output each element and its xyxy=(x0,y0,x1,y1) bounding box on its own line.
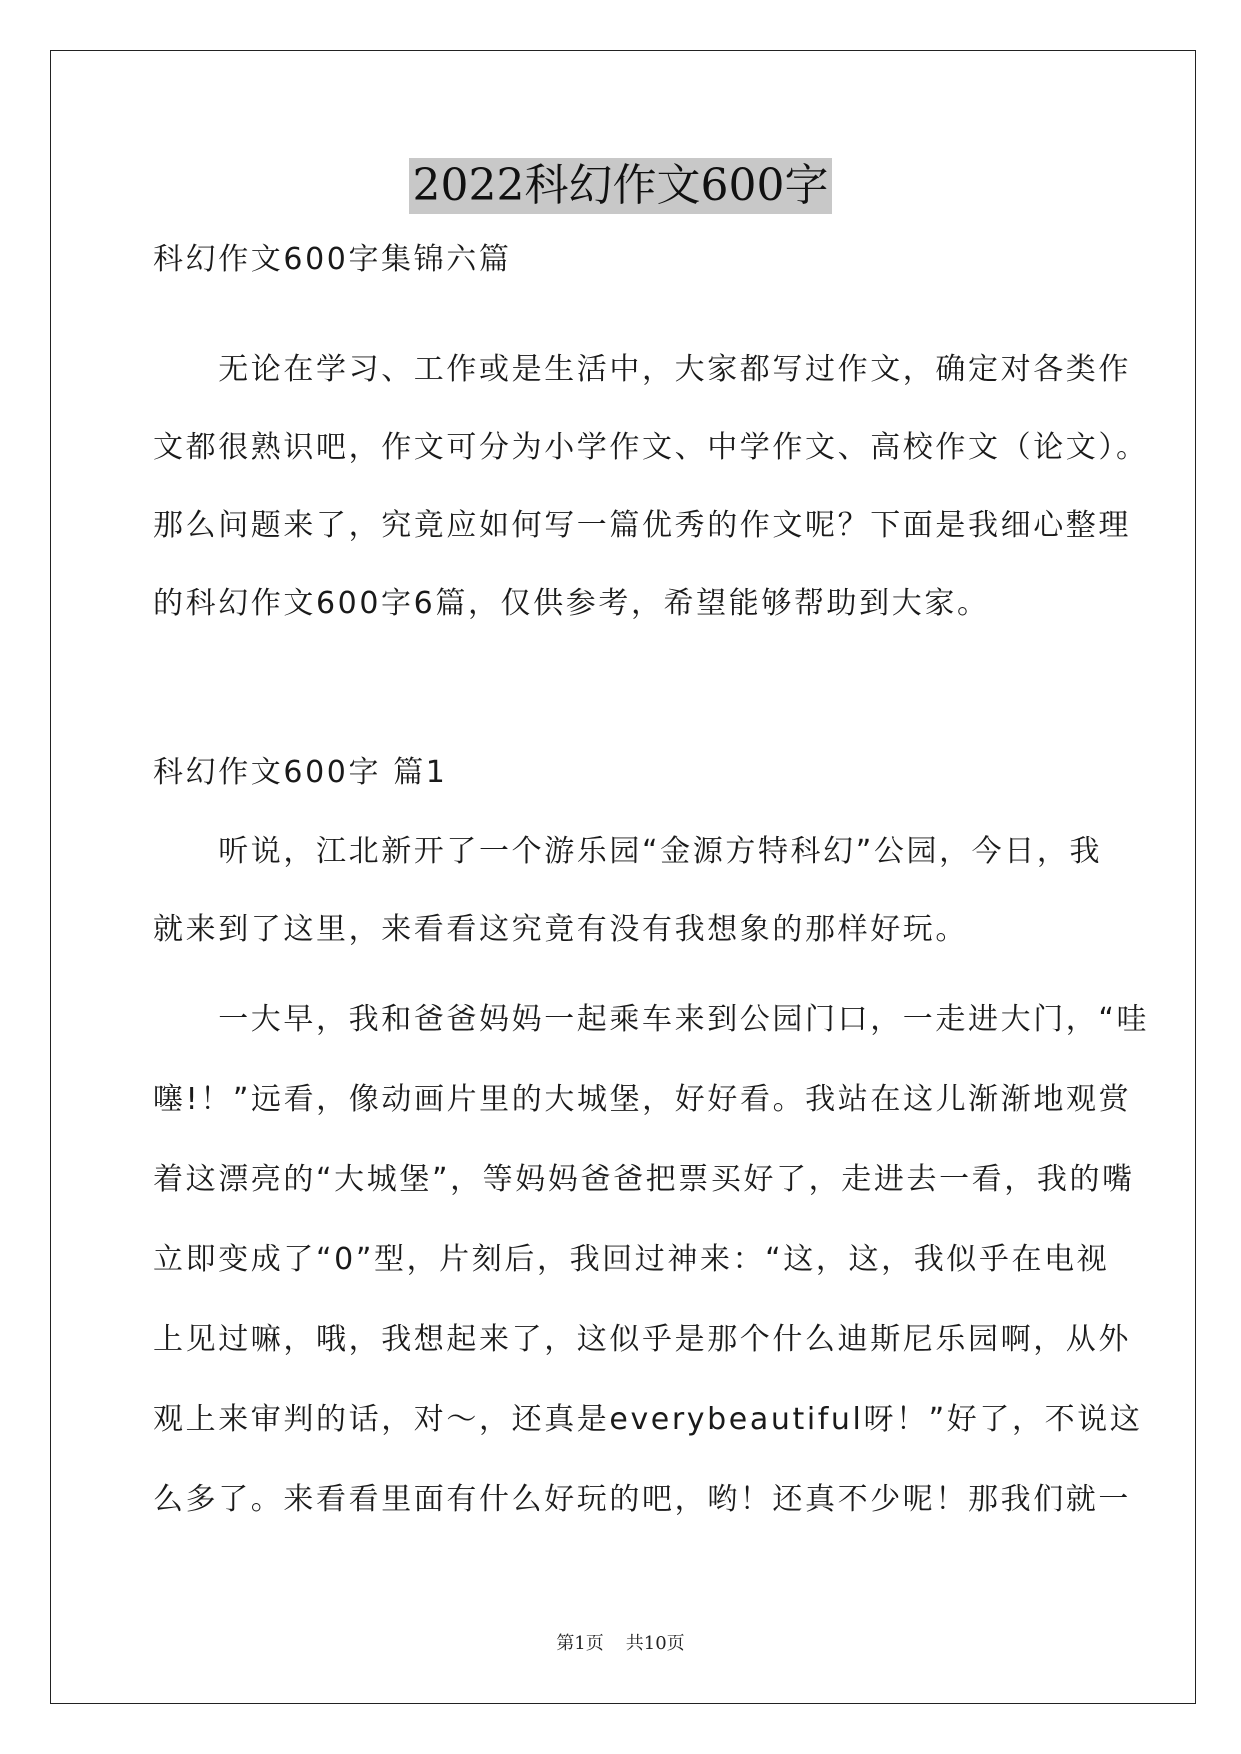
body-line: 着这漂亮的“大城堡”，等妈妈爸爸把票买好了，走进去一看，我的嘴 xyxy=(153,1162,1135,1197)
body-line: 么多了。来看看里面有什么好玩的吧，哟！还真不少呢！那我们就一 xyxy=(153,1482,1131,1517)
subtitle-line: 科幻作文600字集锦六篇 xyxy=(153,242,512,277)
body-line: 立即变成了“0”型，片刻后，我回过神来：“这，这，我似乎在电视 xyxy=(153,1242,1110,1277)
body-line: 观上来审判的话，对～，还真是everybeautiful呀！”好了，不说这 xyxy=(153,1402,1143,1437)
section-heading: 科幻作文600字 篇1 xyxy=(153,755,448,790)
body-line: 文都很熟识吧，作文可分为小学作文、中学作文、高校作文（论文）。 xyxy=(153,430,1149,465)
page-number: 第1页 xyxy=(556,1633,604,1654)
page-total: 共10页 xyxy=(625,1633,685,1654)
body-line: 无论在学习、工作或是生活中，大家都写过作文，确定对各类作 xyxy=(153,352,1131,387)
body-line: 的科幻作文600字6篇，仅供参考，希望能够帮助到大家。 xyxy=(153,586,990,621)
body-line: 上见过嘛，哦，我想起来了，这似乎是那个什么迪斯尼乐园啊，从外 xyxy=(153,1322,1131,1357)
document-title: 2022科幻作文600字 xyxy=(409,158,833,214)
title-container xyxy=(0,158,1241,214)
page-border xyxy=(50,50,1196,1704)
body-line: 听说，江北新开了一个游乐园“金源方特科幻”公园，今日，我 xyxy=(153,834,1103,869)
body-line: 噻!！”远看，像动画片里的大城堡，好好看。我站在这儿渐渐地观赏 xyxy=(153,1082,1132,1117)
page-footer xyxy=(0,1632,1241,1656)
body-line: 一大早，我和爸爸妈妈一起乘车来到公园门口，一走进大门，“哇 xyxy=(153,1002,1150,1037)
body-line: 那么问题来了，究竟应如何写一篇优秀的作文呢？下面是我细心整理 xyxy=(153,508,1131,543)
body-line: 就来到了这里，来看看这究竟有没有我想象的那样好玩。 xyxy=(153,912,968,947)
